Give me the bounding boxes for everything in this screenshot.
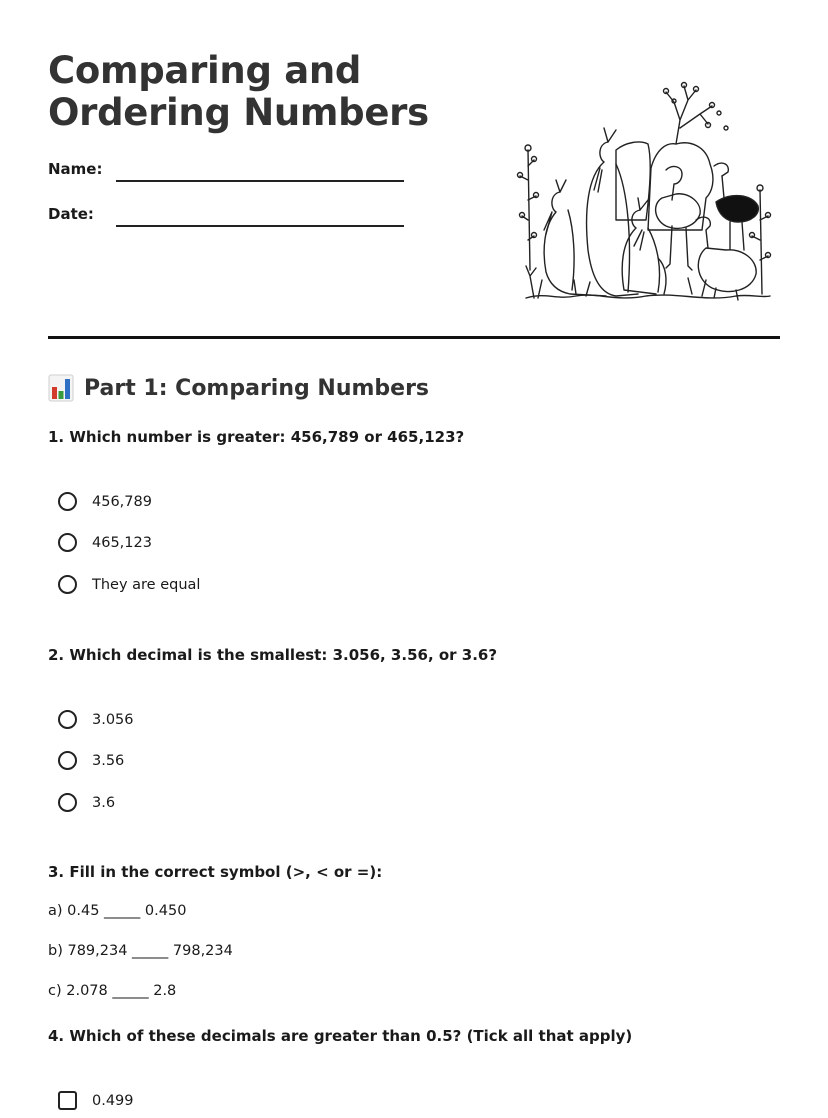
radio-button[interactable] <box>58 492 77 511</box>
question-2-option-1[interactable] <box>58 710 134 729</box>
section-header <box>48 374 429 402</box>
option-label: 3.056 <box>92 711 134 728</box>
question-4-option-1[interactable] <box>58 1091 134 1110</box>
name-field[interactable] <box>116 180 404 182</box>
question-3-item-c: c) 2.078 _____ 2.8 <box>48 983 177 999</box>
section-title: Part 1: Comparing Numbers <box>84 375 430 401</box>
checkbox[interactable] <box>58 1091 77 1110</box>
radio-button[interactable] <box>58 575 77 594</box>
date-field[interactable] <box>116 225 404 227</box>
worksheet-title: Comparing and Ordering Numbers <box>48 49 429 134</box>
question-1-option-2[interactable] <box>58 533 152 552</box>
question-3-prompt: 3. Fill in the correct symbol (>, < or =): <box>48 863 383 881</box>
radio-button[interactable] <box>58 751 77 770</box>
option-label: They are equal <box>92 576 201 593</box>
question-1-option-3[interactable] <box>58 575 200 594</box>
radio-button[interactable] <box>58 710 77 729</box>
option-label: 3.6 <box>92 794 116 811</box>
name-label: Name: <box>48 160 103 178</box>
date-label: Date: <box>48 205 94 223</box>
option-label: 456,789 <box>92 493 152 510</box>
option-label: 0.499 <box>92 1092 134 1109</box>
question-2-option-2[interactable] <box>58 751 124 770</box>
question-4-prompt: 4. Which of these decimals are greater than 0.5? (Tick all that apply) <box>48 1027 633 1045</box>
bar-chart-icon <box>48 374 74 402</box>
radio-button[interactable] <box>58 533 77 552</box>
radio-button[interactable] <box>58 793 77 812</box>
question-1-prompt: 1. Which number is greater: 456,789 or 465,123? <box>48 428 465 446</box>
section-divider <box>48 336 780 339</box>
kangaroo-emu-illustration <box>516 80 774 306</box>
option-label: 3.56 <box>92 752 125 769</box>
option-label: 465,123 <box>92 534 152 551</box>
question-2-option-3[interactable] <box>58 793 115 812</box>
question-2-prompt: 2. Which decimal is the smallest: 3.056, 3.56, or 3.6? <box>48 646 498 664</box>
question-3-item-b: b) 789,234 _____ 798,234 <box>48 943 233 959</box>
question-1-option-1[interactable] <box>58 492 152 511</box>
question-3-item-a: a) 0.45 _____ 0.450 <box>48 903 187 919</box>
